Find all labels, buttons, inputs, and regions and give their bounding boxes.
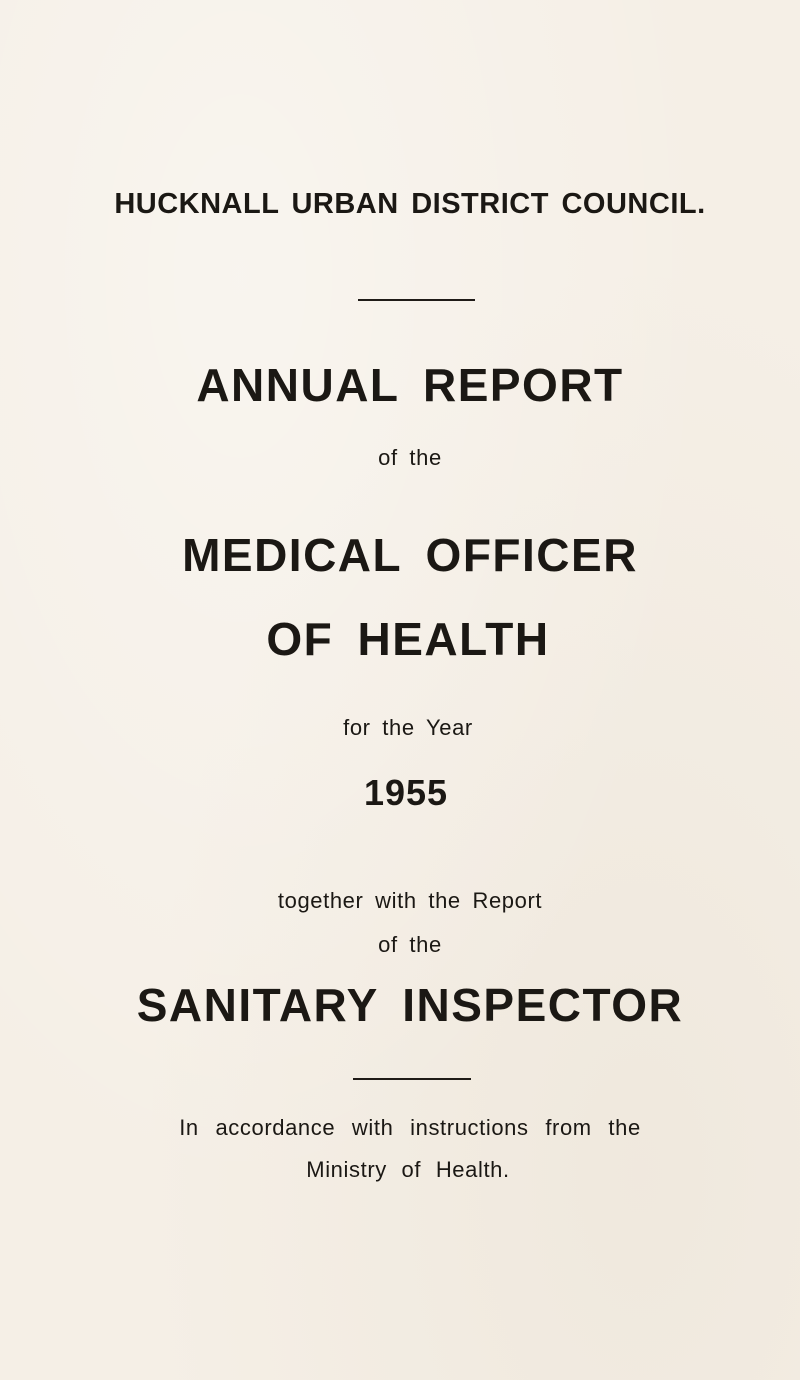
ministry-text: Ministry of Health. [306,1157,510,1182]
sanitary-inspector-heading: SANITARY INSPECTOR [136,979,684,1031]
report-year: 1955 [363,772,449,813]
of-the-text: of the [378,445,442,470]
of-health-heading: OF HEALTH [266,613,550,665]
accordance-text: In accordance with instructions from the [179,1115,641,1140]
council-heading: HUCKNALL URBAN DISTRICT COUNCIL. [114,188,706,220]
report-title: ANNUAL REPORT [196,359,624,411]
together-with-text: together with the Report [277,888,543,913]
divider-rule-top [358,299,475,301]
divider-rule-bottom [353,1078,471,1080]
of-the-text-2: of the [378,932,442,957]
medical-officer-heading: MEDICAL OFFICER [182,529,638,581]
for-the-year-text: for the Year [343,715,473,740]
